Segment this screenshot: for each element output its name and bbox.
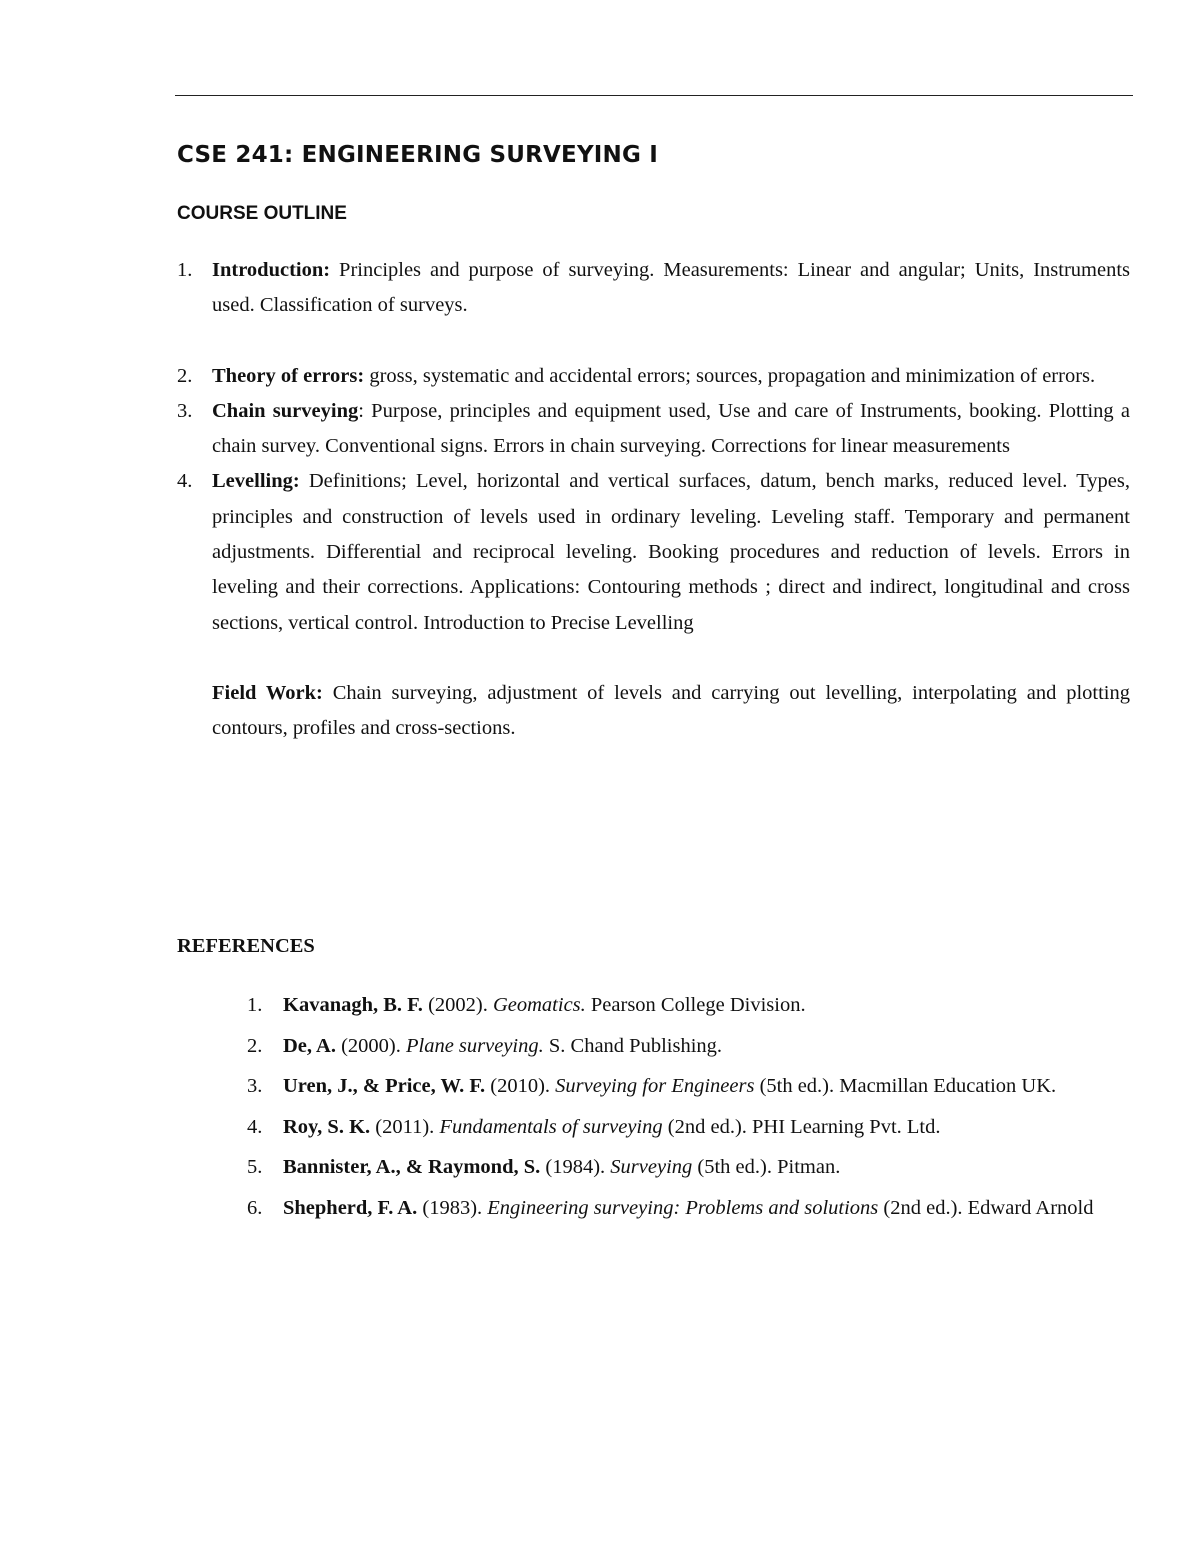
reference-publisher: S. Chand Publishing. <box>543 1034 723 1057</box>
reference-title: Surveying <box>610 1156 693 1178</box>
reference-year: (1984). <box>540 1156 611 1178</box>
outline-item <box>177 464 1130 640</box>
reference-publisher: (5th ed.). Macmillan Education UK. <box>754 1075 1057 1097</box>
reference-year: (2000). <box>335 1034 406 1057</box>
outline-number: 3. <box>177 399 193 422</box>
outline-heading: Levelling: <box>212 470 300 493</box>
reference-title: Plane surveying. <box>405 1034 544 1057</box>
reference-year: (2011). <box>370 1115 440 1138</box>
field-work-heading: Field Work: <box>212 681 323 704</box>
reference-publisher: (2nd ed.). PHI Learning Pvt. Ltd. <box>662 1115 941 1138</box>
reference-item <box>247 1107 1137 1148</box>
reference-item <box>247 1066 1137 1107</box>
reference-authors: Kavanagh, B. F. <box>283 994 423 1016</box>
reference-item <box>247 1026 1137 1067</box>
reference-number: 1. <box>247 994 263 1016</box>
outline-text: gross, systematic and accidental errors; sources, propagation and minimization of errors. <box>364 364 1096 387</box>
outline-item <box>177 253 1130 324</box>
reference-year: (1983). <box>417 1196 488 1219</box>
reference-authors: Roy, S. K. <box>283 1115 371 1138</box>
outline-text: : Purpose, principles and equipment used, Use and care of Instruments, booking. Plotting a chain survey. Conventional signs. Errors in chain surveying. Corrections for linear measurements <box>212 399 1130 458</box>
reference-item <box>247 1188 1137 1229</box>
reference-authors: Shepherd, F. A. <box>283 1196 418 1219</box>
field-work <box>177 676 1130 747</box>
outline-item <box>177 359 1130 394</box>
field-work-text: Chain surveying, adjustment of levels and carrying out levelling, interpolating and plotting contours, profiles and cross-sections. <box>212 681 1131 740</box>
reference-title: Engineering surveying: Problems and solutions <box>487 1196 879 1219</box>
reference-authors: Bannister, A., & Raymond, S. <box>283 1156 541 1178</box>
reference-number: 2. <box>247 1034 263 1057</box>
reference-publisher: (5th ed.). Pitman. <box>692 1156 841 1178</box>
course-outline <box>177 253 1130 747</box>
reference-item <box>247 985 1137 1026</box>
reference-title: Surveying for Engineers <box>555 1075 755 1097</box>
course-title: CSE 241: ENGINEERING SURVEYING I <box>177 142 659 168</box>
reference-number: 4. <box>247 1115 263 1138</box>
outline-item <box>177 394 1130 465</box>
outline-number: 1. <box>177 259 193 281</box>
reference-number: 3. <box>247 1075 263 1097</box>
outline-number: 4. <box>177 470 193 493</box>
spacer <box>177 324 1130 359</box>
reference-item <box>247 1147 1137 1188</box>
outline-text: Principles and purpose of surveying. Measurements: Linear and angular; Units, Instruments used. Classification of surveys. <box>212 259 1130 317</box>
references-list <box>247 985 1137 1228</box>
reference-year: (2010). <box>485 1075 556 1097</box>
course-outline-heading: COURSE OUTLINE <box>177 203 347 224</box>
references-heading: REFERENCES <box>177 935 315 957</box>
header-rule <box>175 95 1133 96</box>
reference-number: 5. <box>247 1156 263 1178</box>
reference-title: Fundamentals of surveying <box>439 1115 663 1138</box>
reference-number: 6. <box>247 1196 263 1219</box>
reference-authors: Uren, J., & Price, W. F. <box>283 1075 486 1097</box>
outline-heading: Theory of errors: <box>212 364 365 387</box>
reference-title: Geomatics. <box>492 994 586 1016</box>
outline-text: Definitions; Level, horizontal and vertical surfaces, datum, bench marks, reduced level. Types, principles and construction of levels used in ordinary leveling. Leveling staff. Temporary and permanent adjustments. Differential and reciprocal leveling. Booking procedures and reduction of levels. Errors in leveling and their corrections. Applications: Contouring methods ; direct and indirect, longitudinal and cross sections, vertical control. Introduction to Precise Levelling <box>212 470 1130 634</box>
reference-year: (2002). <box>422 994 493 1016</box>
reference-publisher: Pearson College Division. <box>585 994 806 1016</box>
reference-authors: De, A. <box>283 1034 336 1057</box>
outline-heading: Chain surveying <box>212 399 359 422</box>
outline-number: 2. <box>177 364 193 387</box>
reference-publisher: (2nd ed.). Edward Arnold <box>878 1196 1094 1219</box>
outline-heading: Introduction: <box>212 259 331 281</box>
